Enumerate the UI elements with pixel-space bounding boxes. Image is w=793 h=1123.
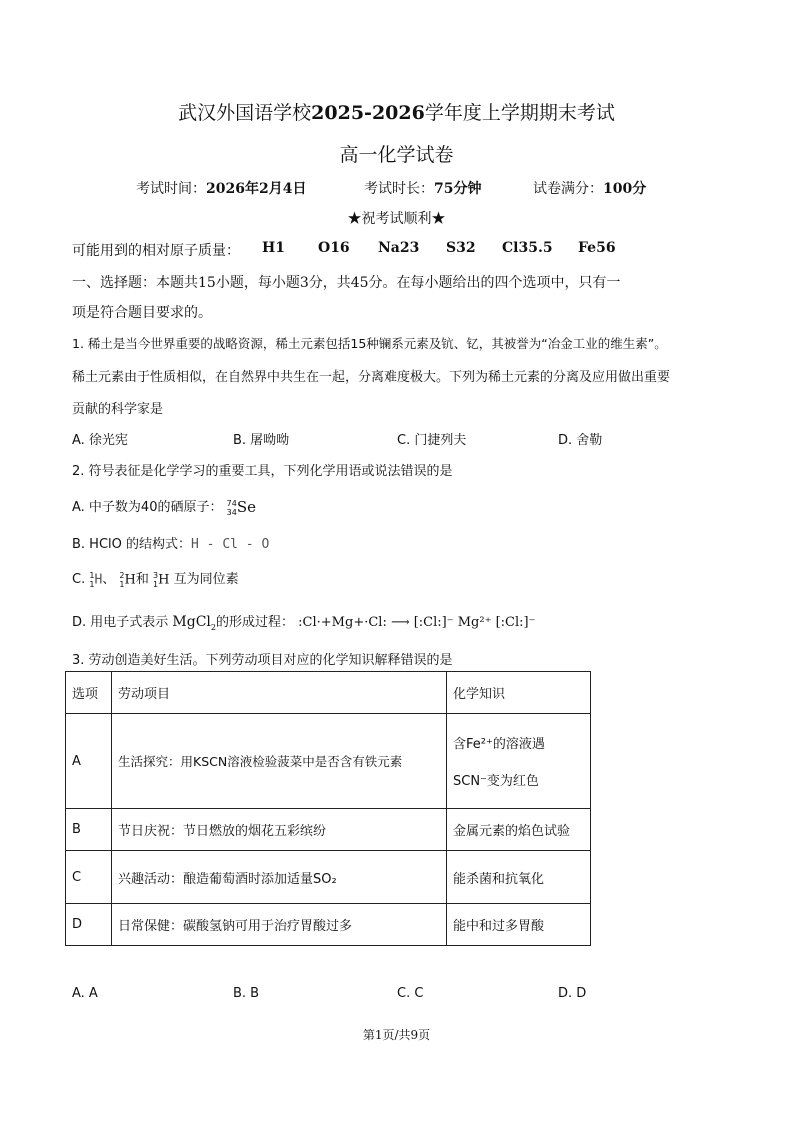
title-years: 2025-2026	[311, 102, 425, 124]
header-project: 劳动项目	[112, 672, 447, 714]
table-header-row	[66, 672, 591, 714]
q2-d-text2: 的形成过程：	[216, 615, 295, 630]
row-option: B	[66, 809, 112, 851]
blessing-text: ★祝考试顺利★	[347, 211, 446, 227]
h3-atomic: 1	[153, 579, 159, 589]
q3-stem: 3. 劳动创造美好生活。下列劳动项目对应的化学知识解释错误的是	[72, 653, 453, 668]
exam-title	[0, 98, 793, 125]
table-row	[66, 714, 591, 809]
full-score-value: 100分	[603, 181, 647, 197]
atomic-masses-label: 可能用到的相对原子质量：	[72, 243, 240, 259]
exam-subtitle: 高一化学试卷	[339, 144, 454, 166]
q3-table	[65, 671, 591, 946]
row-project: 日常保健：碳酸氢钠可用于治疗胃酸过多	[112, 904, 447, 946]
exam-time-value: 2026年2月4日	[206, 181, 307, 197]
q1-option-d: D. 舍勒	[558, 433, 603, 448]
mgcl2-formula	[172, 614, 216, 630]
row-project: 生活探究：用KSCN溶液检验菠菜中是否含有铁元素	[112, 714, 447, 809]
exam-time-label: 考试时间：	[136, 181, 206, 197]
table-row	[66, 851, 591, 904]
h3-mass: 3	[153, 570, 159, 580]
row-knowledge: 金属元素的焰色试验	[447, 809, 591, 851]
h1-symbol: H	[94, 572, 103, 587]
atomic-mass-s: S32	[446, 240, 476, 256]
h3-symbol: H	[158, 572, 170, 587]
row-project: 兴趣活动：酿造葡萄酒时添加适量SO₂	[112, 851, 447, 904]
deuterium-nuclide	[119, 571, 135, 589]
title-prefix: 武汉外国语学校	[178, 102, 312, 124]
protium-nuclide	[89, 571, 102, 589]
h2-symbol: H	[124, 572, 136, 587]
q3-option-d: D. D	[558, 986, 587, 1001]
q2-c-sep1: 、	[102, 572, 116, 587]
q2-c-suffix: 互为同位素	[173, 572, 239, 587]
atomic-mass-cl: Cl35.5	[502, 240, 553, 256]
q2-option-b	[72, 533, 269, 552]
row-knowledge: 能中和过多胃酸	[447, 904, 591, 946]
atomic-mass-na: Na23	[378, 240, 420, 256]
q2-d-text: D. 用电子式表示	[72, 615, 169, 630]
q2-c-sep2: 和	[135, 572, 149, 587]
se-mass-number: 74	[226, 499, 237, 509]
h2-atomic: 1	[119, 579, 125, 589]
atomic-mass-fe: Fe56	[578, 240, 616, 256]
q2-c-prefix: C.	[72, 572, 90, 587]
se-atomic-number: 34	[226, 508, 237, 518]
q3-option-b: B. B	[233, 986, 260, 1001]
q2-option-c	[72, 568, 239, 589]
page-number: 第1页/共9页	[362, 1028, 431, 1042]
header-knowledge: 化学知识	[447, 672, 591, 714]
header-option: 选项	[66, 672, 112, 714]
exam-info-row	[136, 178, 306, 198]
table-row	[66, 809, 591, 851]
q2-stem: 2. 符号表征是化学学习的重要工具，下列化学用语或说法错误的是	[72, 464, 453, 479]
q3-option-c: C. C	[397, 986, 424, 1001]
q1-option-b: B. 屠呦呦	[233, 433, 290, 448]
se-symbol: Se	[236, 497, 256, 516]
row-knowledge	[447, 714, 591, 809]
mgcl-text: MgCl	[172, 614, 211, 630]
q2-a-text: A. 中子数为40的硒原子：	[72, 500, 223, 515]
row-option: A	[66, 714, 112, 809]
h2-mass: 2	[119, 570, 125, 580]
duration-value: 75分钟	[434, 181, 482, 197]
table-row	[66, 904, 591, 946]
atomic-mass-h: H1	[262, 240, 285, 256]
knowledge-line1: 含Fe²⁺的溶液遇	[453, 737, 545, 752]
tritium-nuclide	[153, 571, 169, 589]
hclo-structural-formula: H - Cl - O	[191, 537, 270, 552]
q1-line3: 贡献的科学家是	[72, 402, 164, 417]
h1-atomic: 1	[89, 579, 95, 589]
section1-line1: 一、选择题：本题共15小题，每小题3分，共45分。在每小题给出的四个选项中，只有一	[72, 275, 621, 291]
atomic-mass-o: O16	[318, 240, 350, 256]
q1-option-c: C. 门捷列夫	[397, 433, 467, 448]
q1-line2: 稀土元素由于性质相似，在自然界中共生在一起，分离难度极大。下列为稀土元素的分离及应用做出重要	[72, 370, 671, 385]
q1-line1: 1. 稀土是当今世界重要的战略资源，稀土元素包括15种镧系元素及钪、钇，其被誉为“冶金工业的维生素”。	[72, 336, 667, 351]
title-suffix: 学年度上学期期末考试	[424, 102, 615, 124]
se-numbers	[227, 499, 237, 517]
row-knowledge: 能杀菌和抗氧化	[447, 851, 591, 904]
q1-option-a: A. 徐光宪	[72, 433, 128, 448]
row-project: 节日庆祝：节日燃放的烟花五彩缤纷	[112, 809, 447, 851]
q3-option-a: A. A	[72, 986, 98, 1001]
q2-option-a	[72, 496, 256, 517]
full-score-label: 试卷满分：	[533, 181, 603, 197]
row-option: C	[66, 851, 112, 904]
section1-line2: 项是符合题目要求的。	[72, 305, 212, 321]
selenium-nuclide	[227, 498, 256, 518]
h1-mass: 1	[89, 570, 95, 580]
knowledge-line2: SCN⁻变为红色	[453, 774, 539, 789]
q2-b-text: B. HClO 的结构式：	[72, 537, 192, 552]
duration-info	[364, 178, 481, 198]
duration-label: 考试时长：	[364, 181, 434, 197]
mgcl-subscript: 2	[210, 622, 217, 632]
full-score-info	[533, 178, 646, 198]
row-option: D	[66, 904, 112, 946]
q2-option-d	[72, 611, 535, 632]
electron-dot-formation-process: :Cl·+Mg+·Cl: ⟶ [:Cl:]⁻ Mg²⁺ [:Cl:]⁻	[298, 615, 536, 630]
